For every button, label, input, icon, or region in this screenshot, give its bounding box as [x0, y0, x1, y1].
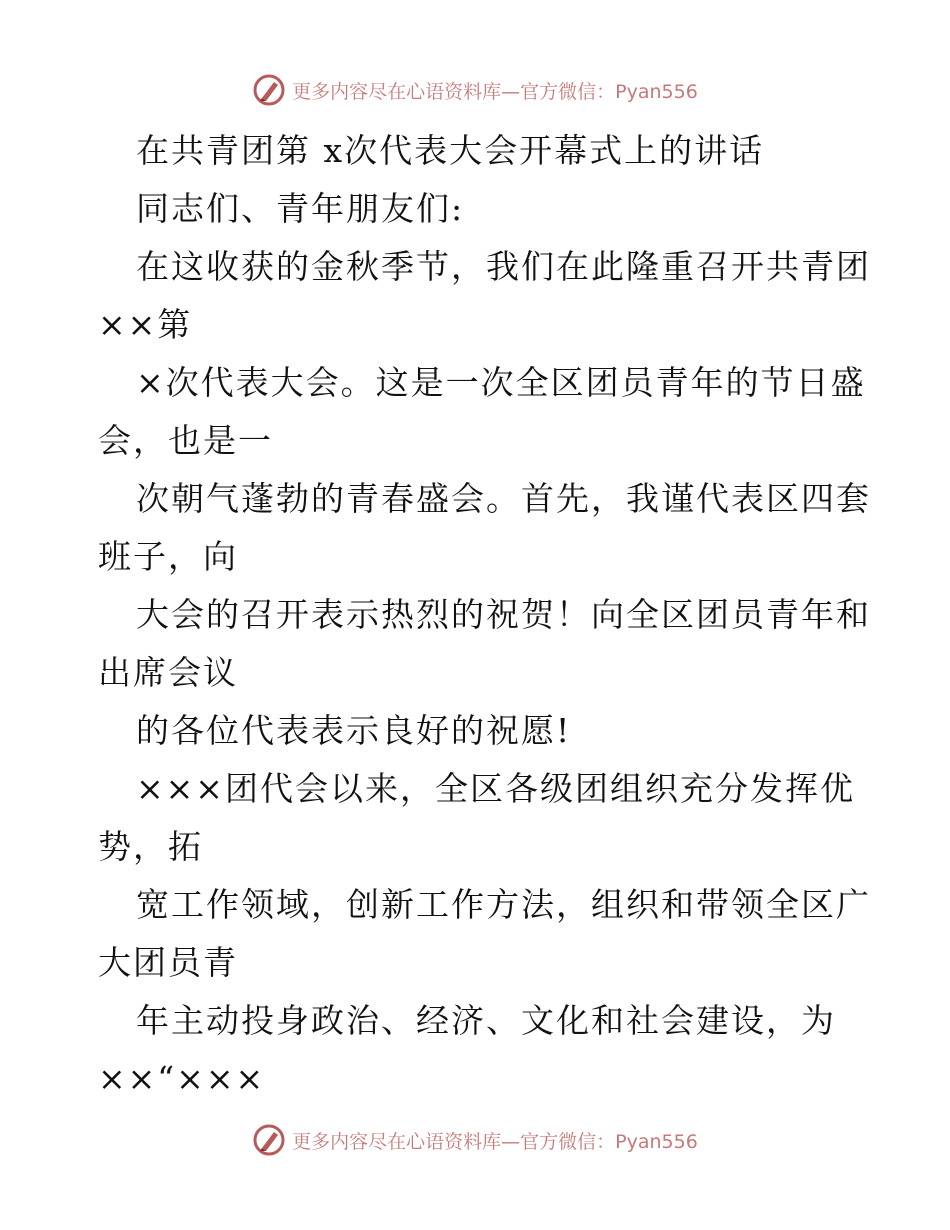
text-line: 的各位代表表示良好的祝愿!	[136, 711, 572, 750]
text-line: 大会的召开表示热烈的祝贺！向全区团员青年和	[136, 595, 871, 634]
text-line: 会，也是一	[98, 421, 273, 460]
text-line: ×次代表大会。这是一次全区团员青年的节日盛	[136, 363, 866, 402]
text-line: 宽工作领域，创新工作方法，组织和带领全区广	[136, 885, 871, 924]
text-line: ××第	[98, 305, 193, 344]
header-watermark	[0, 70, 950, 110]
pen-logo-icon	[252, 73, 286, 107]
text-line: 年主动投身政治、经济、文化和社会建设，为	[136, 1001, 836, 1040]
text-line: 在这收获的金秋季节，我们在此隆重召开共青团	[136, 247, 871, 286]
text-line: 次朝气蓬勃的青春盛会。首先，我谨代表区四套	[136, 479, 871, 518]
text-line: 同志们、青年朋友们:	[136, 189, 465, 228]
text-line: ×××团代会以来，全区各级团组织充分发挥优	[136, 769, 855, 808]
text-line: 在共青团第 x次代表大会开幕式上的讲话	[136, 131, 765, 170]
footer-watermark	[0, 1120, 950, 1160]
text-line: 大团员青	[98, 943, 238, 982]
text-line: 出席会议	[98, 653, 238, 692]
text-line: 班子，向	[98, 537, 238, 576]
document-body	[98, 122, 871, 1108]
watermark-text: 更多内容尽在心语资料库—官方微信：Pyan556	[292, 1130, 698, 1153]
pen-logo-icon	[252, 1123, 286, 1157]
watermark-text: 更多内容尽在心语资料库—官方微信：Pyan556	[292, 80, 698, 103]
text-line: ××“×××	[98, 1059, 266, 1098]
text-line: 势，拓	[98, 827, 203, 866]
